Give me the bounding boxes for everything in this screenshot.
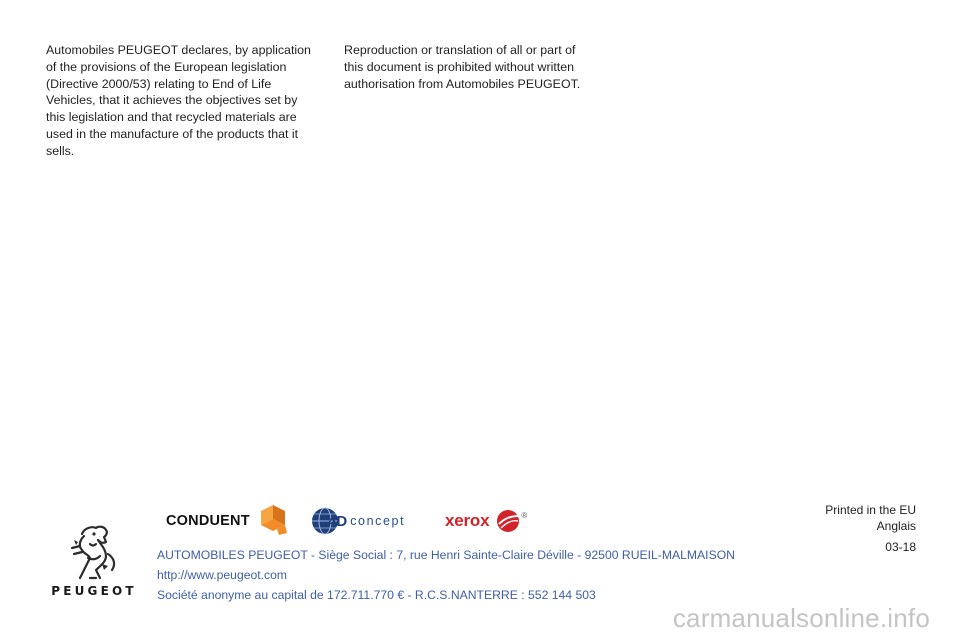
conduent-mark-icon [255,505,289,537]
notice-line: this legislation and that recycled materials are [46,110,297,125]
notice-line: Automobiles PEUGEOT declares, by application [46,43,311,57]
xerox-sphere-icon [495,508,521,534]
end-of-life-vehicles-notice [46,42,326,160]
printed-in-label: Printed in the EU [825,503,916,517]
4d-concept-wordmark: concept [350,514,406,528]
4d-concept-logo [310,503,405,539]
notice-line: used in the manufacture of the products that it [46,126,299,141]
language-label: Anglais [876,519,916,533]
notice-line: authorisation from Automobiles PEUGEOT. [344,76,581,91]
peugeot-wordmark: PEUGEOT [51,584,137,598]
registered-mark: ® [521,511,528,520]
notice-line: (Directive 2000/53) relating to End of Life [46,76,272,91]
print-info [825,502,916,534]
notice-line: sells. [46,143,75,158]
conduent-wordmark: CONDUENT [166,513,250,529]
watermark: carmanualsonline.info [672,603,930,633]
company-address: AUTOMOBILES PEUGEOT - Siège Social : 7, rue Henri Sainte-Claire Déville - 92500 RUEIL-MALMAISON [157,548,735,562]
peugeot-lion-icon [44,524,144,582]
notice-line: of the provisions of the European legislation [46,59,287,74]
conduent-logo [166,503,289,539]
company-registration: Société anonyme au capital de 172.711.770 € - R.C.S.NANTERRE : 552 144 503 [157,588,596,602]
4d-prefix: 4D [328,512,348,530]
company-info [157,545,735,605]
xerox-logo [445,503,527,539]
notice-line: Vehicles, that it achieves the objectives set by [46,93,298,108]
reproduction-notice [344,42,604,92]
notice-line: this document is prohibited without written [344,59,575,74]
peugeot-logo [44,524,144,600]
edition-code: 03-18 [885,540,916,554]
notice-line: Reproduction or translation of all or part of [344,43,576,57]
company-website-link[interactable]: http://www.peugeot.com [157,568,288,582]
xerox-wordmark: xerox [445,511,490,530]
